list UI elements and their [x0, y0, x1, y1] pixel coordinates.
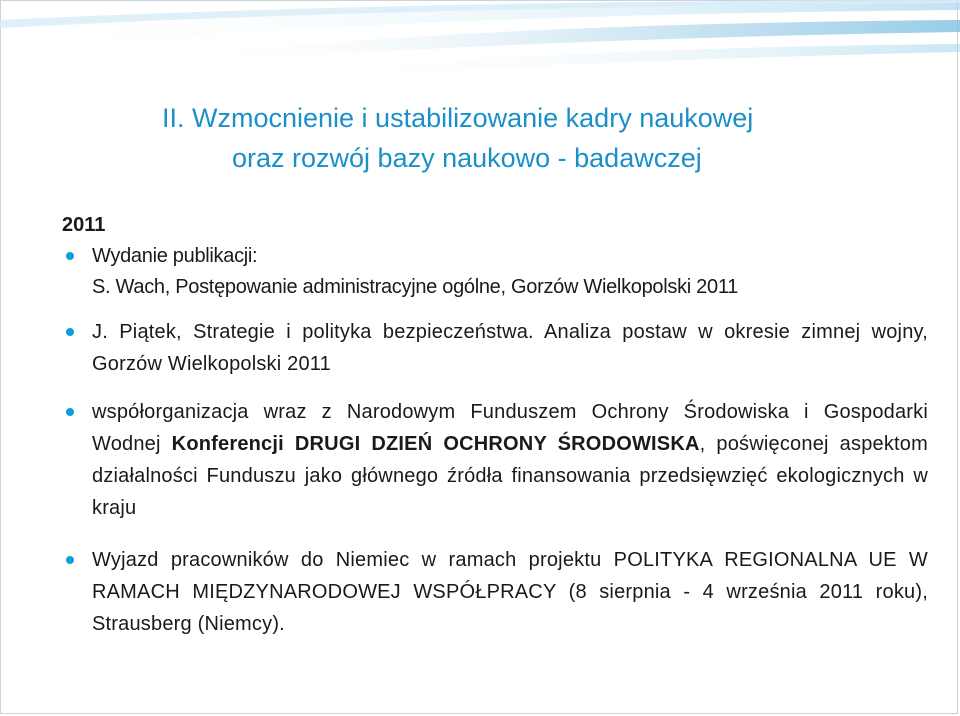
bullet-icon [66, 252, 74, 260]
conference-text-before: współorganizacja wraz z Narodowym Funduszem Ochrony Środowiska i Gospodarki Wodnej [92, 401, 928, 455]
trip-entry: Wyjazd pracowników do Niemiec w ramach projektu POLITYKA REGIONALNA UE W RAMACH MIĘDZYNARODOWEJ WSPÓŁPRACY (8 sierpnia - 4 września 2011 roku), Strausberg (Niemcy). [92, 549, 928, 635]
list-item-publication [62, 240, 928, 272]
decorative-top-swooshes [0, 0, 960, 90]
book-entry: J. Piątek, Strategie i polityka bezpieczeństwa. Analiza postaw w okresie zimnej wojny, Gorzów Wielkopolski 2011 [92, 321, 928, 375]
publication-entry: S. Wach, Postępowanie administracyjne ogólne, Gorzów Wielkopolski 2011 [92, 276, 738, 298]
title-line-2: oraz rozwój bazy naukowo - badawczej [232, 143, 702, 173]
bullet-icon [66, 556, 74, 564]
conference-text-after: , poświęconej aspektom działalności Funduszu jako głównego źródła finansowania przedsięwzięć ekologicznych w kraju [92, 433, 928, 519]
bullet-icon [66, 328, 74, 336]
list-item-trip [62, 544, 928, 640]
year-heading: 2011 [62, 214, 106, 236]
list-item-conference [62, 396, 928, 524]
list-item-book [62, 316, 928, 380]
slide-content [62, 210, 928, 640]
title-line-1: II. Wzmocnienie i ustabilizowanie kadry naukowej [162, 103, 754, 133]
bullet-icon [66, 408, 74, 416]
publication-label: Wydanie publikacji: [92, 245, 258, 267]
conference-name: Konferencji DRUGI DZIEŃ OCHRONY ŚRODOWISKA [171, 433, 700, 455]
